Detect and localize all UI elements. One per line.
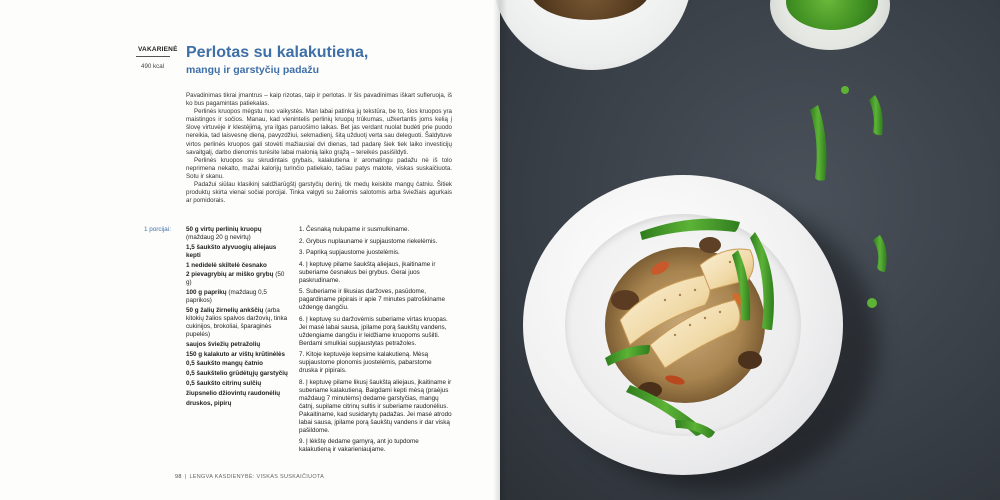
method-step: 1. Česnaką nulupame ir susmulkiname. xyxy=(299,226,410,233)
intro-paragraph: Perlinės kruopos mėgstu nuo vaikystės. Man labai patinka jų tekstūra, be to, šios kruopos yra maistingos ir sočios. Manau, kad vienintelis perlinių kruopų trūkumas, užkertantis joms kelią į šlovę virtuvėje ir klestėjimą, yra ilgas paruošimo laikas. Bet jas verdant nuolat budėti prie puodo nereikia, tad laisvesnę dieną, pavyzdžiui, sekmadienį, šitą užduotį verta sau deleguoti. Šaldytuve virtos perlinės kruopos gali stovėti mažiausiai dvi dienas, tad padarę šiek tiek laiko investicijų savaitgalį, darbo dienomis turėsite labai malonią laiko grąžą – tereikės pasišildyti. xyxy=(186,108,452,156)
method-step: 3. Papriką supjaustome juostelėmis. xyxy=(299,249,400,256)
ingredient-item: saujos šviežių petražolių xyxy=(186,340,261,348)
loose-pea-pod xyxy=(810,105,826,181)
loose-pea xyxy=(841,86,849,94)
loose-pea-pod xyxy=(869,95,883,135)
method-step: 5. Suberiame ir likusias daržoves, pasūdome, pagardiname pipirais ir apie 7 minutes patroškiname uždengę dangčiu. xyxy=(299,288,445,311)
intro-paragraph: Padažui siūlau klasikinį saldžiarūgštį garstyčių derinį, tik medų keiskite mangų čatniu. Šitiek produktų skirta vienai sočiai porcijai. Tinka valgyti su žaliomis salotomis arba šviežiais agurkais ar pomidorais. xyxy=(186,181,452,205)
method-step: 6. Į keptuvę su daržovėmis suberiame virtas kruopas. Jei masė labai sausa, įpilame porą šaukštų vandens, uždengiame dangčiu ir leidžiame kruopoms sušilti. Berdami smulkiai supjaustytas petražoles. xyxy=(299,315,448,347)
ingredient-item: 1 nedidelė skiltelė česnako xyxy=(186,261,267,269)
intro-paragraph: Perlinės kruopos su skrudintais grybais, kalakutiena ir aromatingu padažu nė iš tolo neprimena nekalto, mažai kalorijų turinčio patiekalo, tačiau patys matote, viskas suskaičiuota. Sotu ir skanu. xyxy=(186,156,452,180)
recipe-intro xyxy=(186,92,452,205)
method-step: 4. Į keptuvę pilame šaukštą aliejaus, įkaitiname ir suberiame česnakus bei grybus. Gerai juos paskrudiname. xyxy=(299,260,436,284)
ingredient-item: 150 g kalakuto ar vištų krūtinėlės xyxy=(186,350,286,358)
mushroom-slice xyxy=(699,237,721,253)
ingredient-item: 1,5 šaukšto alyvuogių aliejaus kepti xyxy=(186,243,277,259)
footer-separator: | xyxy=(184,474,187,480)
recipe-title: Perlotas su kalakutiena, xyxy=(186,44,369,61)
ingredient-item: 0,5 šaukštelio grūdėtųjų garstyčių xyxy=(186,370,288,378)
meal-category-tag: VAKARIENĖ xyxy=(138,46,178,53)
loose-pea xyxy=(867,298,877,308)
mushroom-slice xyxy=(738,351,762,369)
ingredient-list xyxy=(186,226,289,409)
ingredient-item: 0,5 šaukšto mangų čatnio xyxy=(186,360,263,368)
page-number: 98 xyxy=(175,474,182,480)
page-footer xyxy=(175,474,324,480)
dish-illustration xyxy=(500,0,1000,500)
ingredient-item: 100 g paprikų (maždaug 0,5 paprikos) xyxy=(186,289,267,305)
snap-pea xyxy=(640,219,740,240)
method-steps xyxy=(299,226,452,458)
calorie-count: 490 kcal xyxy=(141,63,165,70)
method-step: 7. Kitoje keptuvėje kepsime kalakutieną. Mėsą supjaustome plonomis juostelėmis, pabarstome druska ir pipirais. xyxy=(299,351,432,374)
recipe-subtitle: mangų ir garstyčių padažu xyxy=(186,64,320,76)
ingredient-item: 50 g žalių žirnelių ankščių (arba kitokių žalios spalvos daržovių, tinka cukinijos, brokoliai, šparaginės pupelės) xyxy=(186,306,288,338)
ingredient-item: 0,5 šaukšto citrinų sulčių xyxy=(186,379,262,387)
tag-divider xyxy=(136,56,170,57)
method-step: 9. Į lėkštę dedame garnyrą, ant jo tupdome kalakutieną ir vakarieniaujame. xyxy=(299,438,419,453)
portions-label: 1 porcijai: xyxy=(144,226,171,233)
running-head: LENGVA KASDIENYBĖ: VISKAS SUSKAIČIUOTA xyxy=(189,474,325,480)
method-step: 8. Į keptuvę pilame likusį šaukštą aliejaus, įkaitiname ir suberiame kalakutieną. Baigdami kepti mėsą (praėjus maždaug 7 minutėms) dedame garstyčias, mangų čatnį, supilame citrinų sultis ir suberiame raudonėlius. Pakaitiname, kad susidarytų padažas. Jei masė atrodo labai sausa, įpilame porą šaukštų vandens ir dar viską pašildome. xyxy=(299,378,452,434)
ingredient-item: 2 pievagrybių ar miško grybų (50 g) xyxy=(186,271,285,287)
loose-pea-pod xyxy=(873,235,887,272)
ingredient-item: 50 g virtų perlinių kruopų (maždaug 20 g nevirtų) xyxy=(186,226,262,241)
ingredient-item: druskos, pipirų xyxy=(186,399,232,407)
snap-pea xyxy=(675,420,715,438)
intro-paragraph: Pavadinimas tikrai įmantrus – kaip rizotas, taip ir perlotas. Ir šis pavadinimas iškart sufleruoja, iš ko bus pagamintas patiekalas. xyxy=(186,92,452,108)
book-gutter xyxy=(493,0,507,500)
method-step: 2. Grybus nuplauname ir supjaustome riekelėmis. xyxy=(299,237,438,245)
ingredient-item: žiupsnelio džiovintų raudonėlių xyxy=(186,389,281,397)
